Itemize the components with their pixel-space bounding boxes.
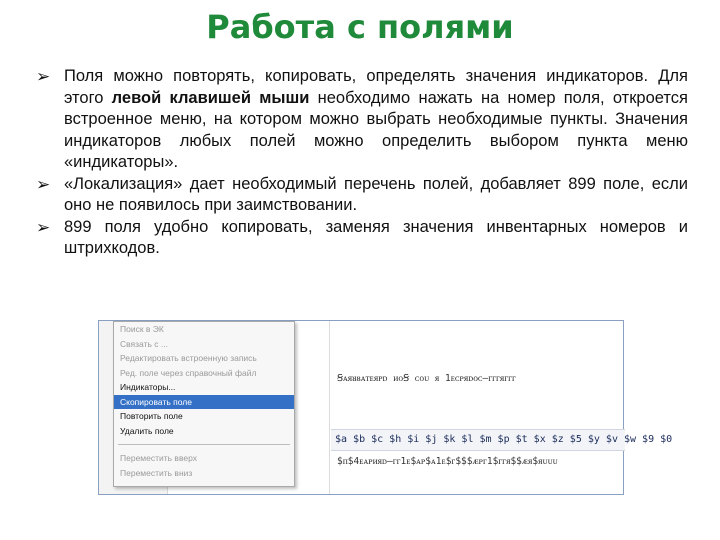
- bullet-item: [36, 174, 688, 217]
- menu-item-move-down[interactable]: Переместить вниз: [120, 467, 193, 478]
- menu-item-repeat-field[interactable]: Повторить поле: [120, 411, 183, 421]
- bullet-list: [36, 66, 688, 260]
- arrow-bullet-icon: ➢: [36, 217, 51, 237]
- field-row-subfields[interactable]: $a $b $c $h $i $j $k $l $m $p $t $x $z $5 $y $v $w $9 $0: [331, 429, 625, 451]
- bullet-text: «Локализация» дает необходимый перечень полей, добавляет 899 поле, если оно не появилось при заимствовании.: [64, 174, 688, 214]
- context-menu-screenshot: [98, 320, 673, 495]
- menu-item-delete-field[interactable]: Удалить поле: [120, 425, 174, 436]
- bullet-text: Поля можно повторять, копировать, определять значения индикаторов. Для этого: [64, 67, 688, 107]
- field-row[interactable]: $ᴨ$4ᴇᴀᴘᴎᴙᴅ‒ᴦᴦ1ᴇ$ᴀᴘ$ᴀ1ᴇ$ᴦ$$$ᴁᴘᴦ1$ᴦᴦᴙ$$ᴁᴙ$ᴙᴜᴜᴜ: [337, 456, 558, 467]
- menu-item-edit-embedded-record[interactable]: Редактировать встроенную запись: [120, 353, 257, 363]
- arrow-bullet-icon: ➢: [36, 174, 51, 194]
- menu-item-move-up[interactable]: Переместить вверх: [120, 453, 197, 463]
- menu-item-copy-field[interactable]: Скопировать поле: [114, 395, 294, 410]
- menu-item-edit-via-reference[interactable]: Ред. поле через справочный файл: [120, 367, 257, 378]
- bullet-text: 899 поля удобно копировать, заменяя значения инвентарных номеров и штрихкодов.: [64, 217, 688, 257]
- bullet-item: [36, 66, 688, 174]
- bullet-item: [36, 217, 688, 260]
- menu-item-search-catalog[interactable]: Поиск в ЭК: [120, 324, 164, 334]
- page-title: Работа с полями: [206, 8, 514, 46]
- field-row[interactable]: Ꞩᴀᴙᴚᴕᴀᴛᴇᴙᴘᴅ ᴎᴏꞨ ᴄᴏᴜ ᴙ 1ᴇᴄᴘᴙᴅᴏᴄ‒ᴦᴦᴦᴙᴦᴦᴦ: [337, 373, 516, 384]
- context-menu: [113, 321, 295, 487]
- menu-item-indicators[interactable]: Индикаторы...: [120, 382, 176, 392]
- column-divider: [329, 321, 330, 494]
- bullet-text: необходимо нажать на номер поля, откроется встроенное меню, на котором можно выбрать необходимые пункты. Значения индикаторов любых полей можно определить выбором пункта меню «индикаторы».: [64, 88, 688, 171]
- arrow-bullet-icon: ➢: [36, 67, 51, 86]
- bullet-bold-text: левой клавишей мыши: [111, 88, 310, 107]
- menu-item-link-with[interactable]: Связать с ...: [120, 338, 168, 349]
- menu-separator: [118, 444, 290, 445]
